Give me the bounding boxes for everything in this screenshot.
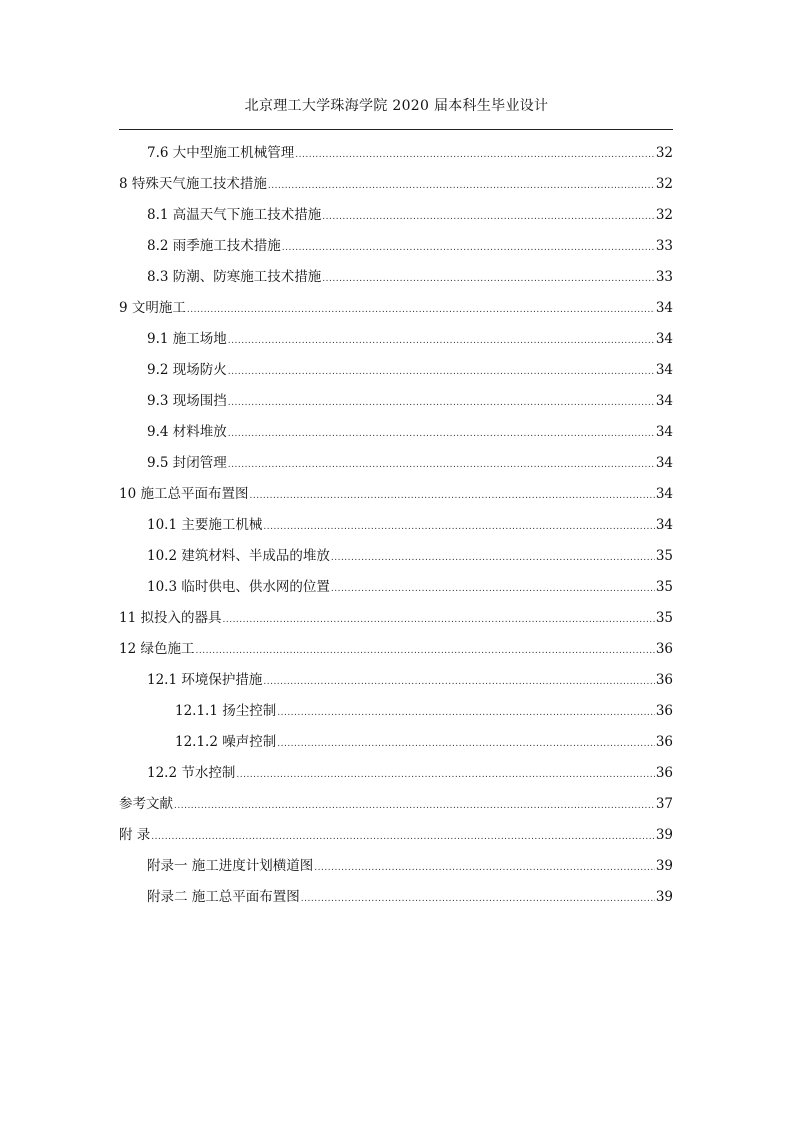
toc-entry-page-number: 36 [655,733,673,750]
toc-dot-leader [301,895,655,904]
toc-entry-page-number: 34 [655,516,673,533]
toc-entry[interactable] [119,386,673,417]
toc-dot-leader [268,182,655,191]
toc-entry-page-number: 34 [655,330,673,347]
toc-entry[interactable] [119,634,673,665]
toc-dot-leader [322,275,655,284]
toc-entry[interactable] [119,200,673,231]
toc-entry-title: 11 拟投入的器具 [119,609,222,626]
toc-entry-title: 8.2 雨季施工技术措施 [147,237,281,254]
toc-entry[interactable] [119,138,673,169]
toc-entry-title: 12.1.2 噪声控制 [175,733,277,750]
toc-entry-title: 9.5 封闭管理 [147,454,227,471]
toc-entry-title: 9 文明施工 [119,299,186,316]
toc-dot-leader [236,771,654,780]
toc-entry-page-number: 35 [655,547,673,564]
toc-entry-title: 10.1 主要施工机械 [147,516,263,533]
toc-entry-title: 8.3 防潮、防寒施工技术措施 [147,268,322,285]
toc-dot-leader [228,461,655,470]
toc-entry[interactable] [119,603,673,634]
toc-entry-title: 参考文献 [119,795,173,812]
toc-dot-leader [151,833,655,842]
toc-entry-page-number: 35 [655,609,673,626]
toc-entry-page-number: 36 [655,671,673,688]
toc-entry-title: 附录二 施工总平面布置图 [147,888,300,905]
toc-entry-title: 12.1 环境保护措施 [147,671,263,688]
toc-entry-page-number: 32 [655,206,673,223]
toc-entry[interactable] [119,727,673,758]
toc-entry-title: 附录一 施工进度计划横道图 [147,857,314,874]
toc-entry-page-number: 33 [655,268,673,285]
toc-entry[interactable] [119,572,673,603]
toc-entry-page-number: 37 [655,795,673,812]
toc-dot-leader [249,492,654,501]
toc-dot-leader [322,213,655,222]
toc-entry-page-number: 34 [655,361,673,378]
toc-entry[interactable] [119,448,673,479]
toc-entry[interactable] [119,169,673,200]
toc-dot-leader [295,151,655,160]
toc-entry-page-number: 33 [655,237,673,254]
toc-entry-title: 12.1.1 扬尘控制 [175,702,277,719]
toc-entry[interactable] [119,293,673,324]
toc-entry-title: 10.3 临时供电、供水网的位置 [147,578,330,595]
toc-entry-page-number: 34 [655,454,673,471]
toc-dot-leader [263,678,654,687]
toc-entry-page-number: 32 [655,175,673,192]
toc-entry-title: 12.2 节水控制 [147,764,236,781]
toc-dot-leader [228,337,655,346]
toc-entry-title: 8.1 高温天气下施工技术措施 [147,206,322,223]
table-of-contents [119,138,673,913]
toc-entry-page-number: 36 [655,640,673,657]
toc-entry-title: 12 绿色施工 [119,640,195,657]
toc-entry-page-number: 34 [655,392,673,409]
toc-entry[interactable] [119,789,673,820]
toc-entry-title: 9.3 现场围挡 [147,392,227,409]
toc-entry-title: 10.2 建筑材料、半成品的堆放 [147,547,330,564]
page-header: 北京理工大学珠海学院 2020 届本科生毕业设计 [244,98,549,114]
header-rule [119,129,673,130]
toc-entry-page-number: 34 [655,485,673,502]
toc-dot-leader [222,616,654,625]
toc-dot-leader [331,554,655,563]
toc-dot-leader [195,647,654,656]
toc-dot-leader [174,802,655,811]
toc-entry-page-number: 34 [655,299,673,316]
toc-entry-page-number: 36 [655,764,673,781]
toc-entry-page-number: 36 [655,702,673,719]
toc-entry[interactable] [119,851,673,882]
toc-dot-leader [331,585,655,594]
toc-entry-title: 10 施工总平面布置图 [119,485,249,502]
toc-entry-page-number: 35 [655,578,673,595]
toc-entry[interactable] [119,479,673,510]
toc-entry-title: 9.2 现场防火 [147,361,227,378]
toc-entry[interactable] [119,417,673,448]
toc-entry-page-number: 34 [655,423,673,440]
toc-entry-page-number: 39 [655,857,673,874]
toc-dot-leader [263,523,654,532]
toc-entry-title: 9.4 材料堆放 [147,423,227,440]
toc-entry[interactable] [119,758,673,789]
toc-entry-title: 附 录 [119,826,151,843]
toc-entry[interactable] [119,882,673,913]
toc-dot-leader [277,709,655,718]
toc-entry[interactable] [119,665,673,696]
toc-entry-title: 9.1 施工场地 [147,330,227,347]
toc-entry-page-number: 32 [655,144,673,161]
toc-dot-leader [282,244,655,253]
toc-entry-title: 7.6 大中型施工机械管理 [147,144,295,161]
toc-entry[interactable] [119,820,673,851]
toc-entry[interactable] [119,262,673,293]
toc-entry-page-number: 39 [655,826,673,843]
toc-dot-leader [228,368,655,377]
toc-entry[interactable] [119,541,673,572]
toc-entry[interactable] [119,355,673,386]
toc-entry[interactable] [119,510,673,541]
toc-dot-leader [314,864,655,873]
toc-dot-leader [228,399,655,408]
toc-entry[interactable] [119,324,673,355]
toc-entry-title: 8 特殊天气施工技术措施 [119,175,267,192]
toc-dot-leader [228,430,655,439]
toc-entry-page-number: 39 [655,888,673,905]
toc-dot-leader [187,306,655,315]
toc-entry[interactable] [119,231,673,262]
toc-dot-leader [277,740,655,749]
toc-entry[interactable] [119,696,673,727]
